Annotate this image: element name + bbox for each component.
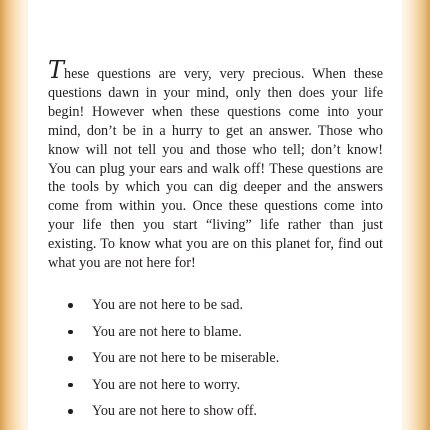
drop-cap: T [48, 56, 65, 84]
list-item [48, 402, 383, 429]
list-item-text: You are not here to be miserable. [92, 350, 280, 367]
bullet-icon [68, 409, 73, 414]
list-item [48, 349, 383, 376]
bullet-icon [68, 330, 73, 335]
paragraph-text: hese questions are very, very precious. When these questions dawn in your mind, only then does your life begin! However when these questions come into your mind, don’t be in a hurry to get an answer. Those who know will not tell you and those who tell; don’t know! You can plug your ears and walk off! These questions are the tools by which you can dig deeper and the answers come from within you. Once these questions come into your life then you start “living” life rather than just existing. To know what you are on this planet for, find out what you are not here for! [48, 66, 383, 272]
body-paragraph [48, 56, 383, 273]
bullet-list [48, 296, 383, 429]
bullet-icon [68, 303, 73, 308]
list-item-text: You are not here to worry. [92, 376, 241, 393]
list-item [48, 376, 383, 403]
bullet-icon [68, 356, 73, 361]
list-item-text: You are not here to be sad. [92, 297, 244, 313]
list-item [48, 323, 383, 350]
list-item-text: You are not here to show off. [92, 403, 257, 420]
list-item-text: You are not here to blame. [92, 323, 242, 340]
list-item [48, 296, 383, 323]
bullet-icon [68, 383, 73, 388]
